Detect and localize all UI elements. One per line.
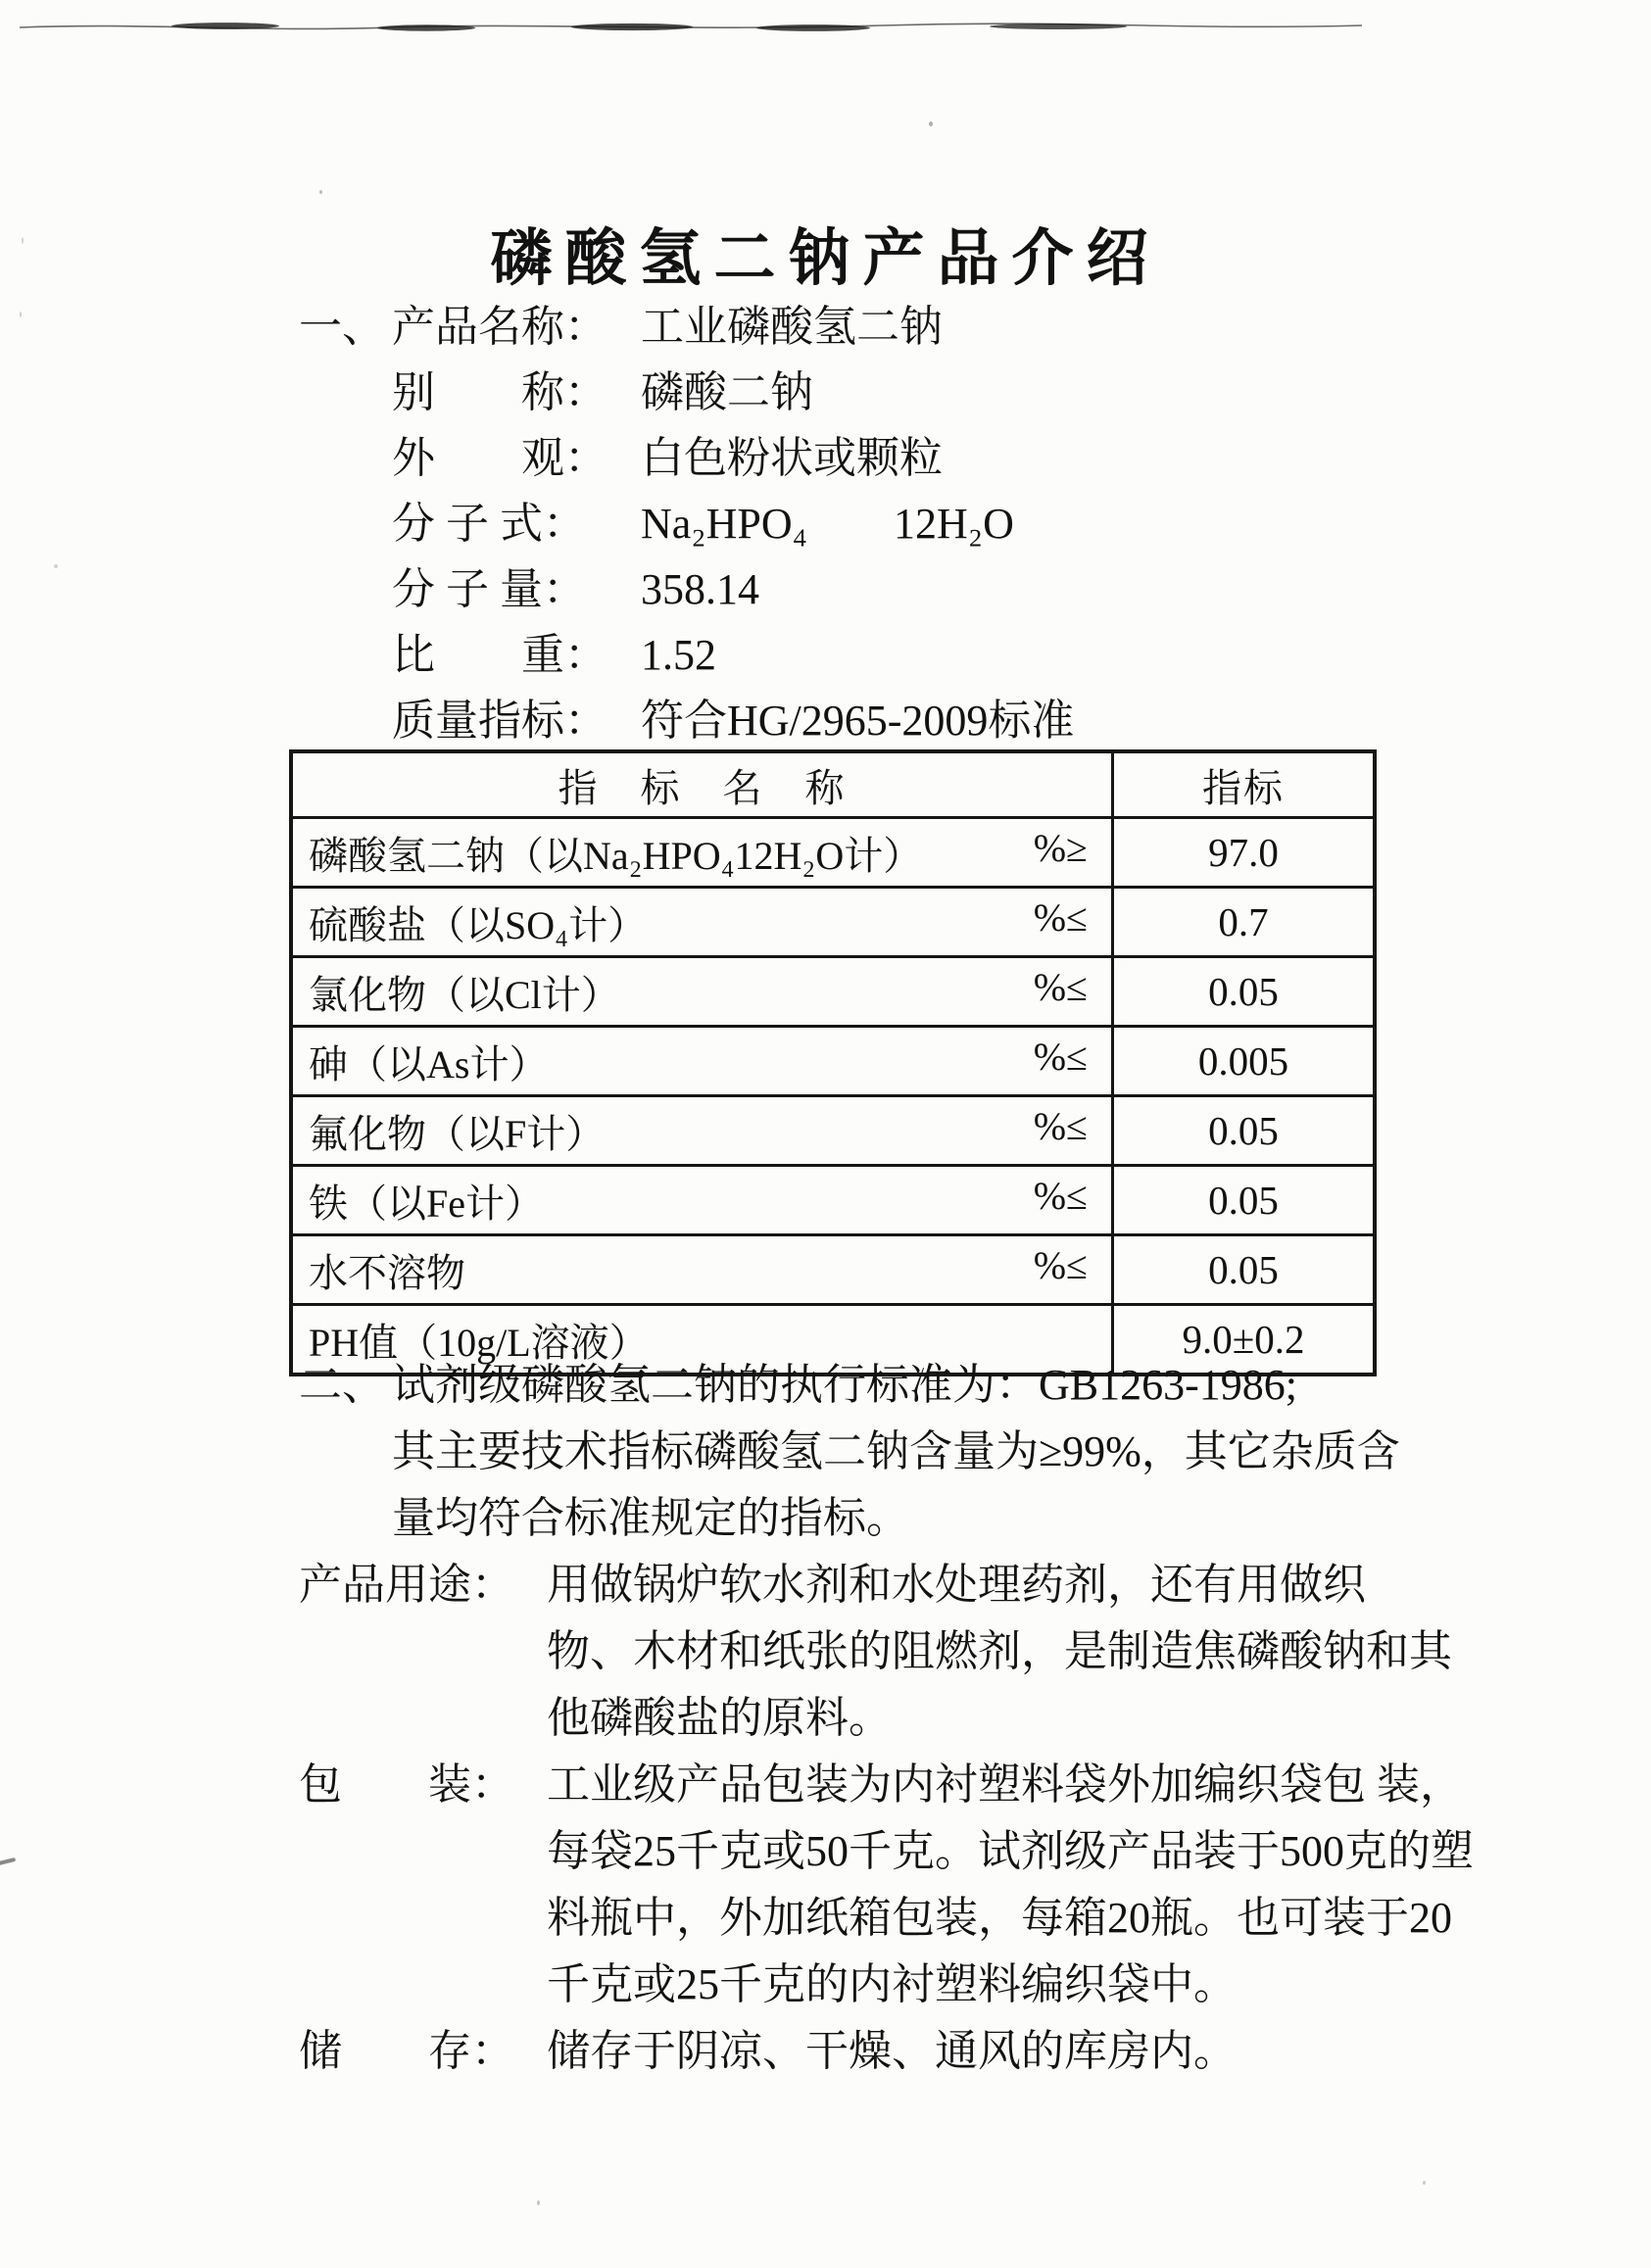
indicator-condition: %≤ [1033,894,1088,940]
text-line: 试剂级磷酸氢二钠的执行标准为：GB1263-1986; [392,1361,1297,1409]
table-header-row [291,751,1375,818]
product-spec-list [299,294,1074,753]
text-line: 其主要技术指标磷酸氢二钠含量为≥99%，其它杂质含 [392,1427,1400,1475]
spec-label: 质量指标： [392,697,607,745]
indicator-value: 0.05 [1113,957,1376,1027]
usage-section [0,1552,1651,1752]
indicator-value: 0.7 [1113,888,1376,957]
section-two-text [392,1352,1651,1552]
storage-text [547,2018,1651,2085]
indicator-name-cell [291,1096,1113,1166]
spec-line-formula [299,491,1074,556]
spec-label: 外 观： [392,434,607,482]
indicator-name: 砷（以As计） [309,1041,549,1086]
spec-label: 比 重： [392,631,607,679]
usage-label: 产品用途： [299,1561,514,1609]
packaging-section [0,1752,1651,2018]
table-header-name: 指 标 名 称 [291,751,1113,818]
spec-line-alias [299,360,1074,425]
table-row [291,818,1375,888]
indicator-condition: %≤ [1033,1173,1088,1218]
storage-section [0,2018,1651,2085]
spec-line-product-name [299,294,1074,360]
scan-speck [929,121,933,126]
scan-artifact-squiggle [0,10,1651,59]
scan-speck [537,2200,540,2205]
indicator-name: 水不溶物 [309,1250,465,1295]
indicator-value: 0.005 [1113,1027,1376,1096]
text-line: 储存于阴凉、干燥、通风的库房内。 [547,2027,1237,2075]
table-row [291,1166,1375,1235]
storage-label: 储 存： [299,2027,514,2075]
scan-speck [1423,2181,1426,2185]
text-line: 量均符合标准规定的指标。 [392,1494,909,1542]
section-one-marker: 一、 [299,303,385,351]
indicator-name-cell [291,1166,1113,1235]
text-line: 料瓶中，外加纸箱包装，每箱20瓶。也可装于20 [547,1894,1452,1942]
spec-value: 358.14 [641,565,759,613]
spec-label: 分 子 式： [392,500,586,548]
spec-value: 磷酸二钠 [641,368,813,416]
text-line: 用做锅炉软水剂和水处理药剂，还有用做织 [547,1561,1366,1609]
indicator-name-cell [291,818,1113,888]
page-title: 磷酸氢二钠产品介绍 [490,224,1161,293]
table-row [291,1027,1375,1096]
usage-text [547,1552,1651,1752]
spec-line-density [299,622,1074,688]
indicator-name: 铁（以Fe计） [309,1181,544,1226]
indicator-condition: %≤ [1033,1242,1088,1287]
spec-table [289,749,1377,1376]
spec-value: 符合HG/2965-2009标准 [641,697,1075,745]
indicator-name: PH值（10g/L溶液） [309,1320,649,1365]
scan-speck [54,564,58,568]
indicator-name-cell [291,1027,1113,1096]
spec-label: 别 称： [392,368,607,416]
indicator-name-cell [291,957,1113,1027]
table-row [291,1096,1375,1166]
indicator-condition: %≥ [1033,825,1088,870]
indicator-name-cell [291,888,1113,957]
indicator-condition: %≤ [1033,964,1088,1009]
spec-line-molweight [299,556,1074,622]
text-line: 每袋25千克或50千克。试剂级产品装于500克的塑 [547,1827,1474,1875]
spec-label: 分 子 量： [392,565,586,613]
spec-label: 产品名称： [392,303,607,351]
indicator-condition: %≤ [1033,1103,1088,1148]
spec-value: 工业磷酸氢二钠 [641,303,943,351]
text-line: 他磷酸盐的原料。 [547,1694,892,1742]
table-header-value: 指标 [1113,751,1376,818]
indicator-name: 氟化物（以F计） [309,1111,606,1156]
section-two-marker: 二、 [299,1361,385,1409]
indicator-name: 磷酸氢二钠（以Na₂HPO₄12H₂O计） [309,833,923,878]
spec-value: Na₂HPO₄ 12H₂O [641,500,1014,548]
packaging-label: 包 装： [299,1761,514,1809]
indicator-value: 0.05 [1113,1235,1376,1305]
indicator-name-cell [291,1235,1113,1305]
indicator-condition: %≤ [1033,1034,1088,1079]
table-row [291,1235,1375,1305]
indicator-value: 9.0±0.2 [1113,1305,1376,1375]
table-row [291,888,1375,957]
scan-speck [319,190,322,194]
indicator-value: 97.0 [1113,818,1376,888]
text-line: 物、木材和纸张的阻燃剂，是制造焦磷酸钠和其 [547,1627,1452,1675]
spec-line-appearance [299,425,1074,491]
spec-value: 白色粉状或颗粒 [641,434,943,482]
section-two [0,1352,1651,1552]
indicator-value: 0.05 [1113,1166,1376,1235]
text-line: 千克或25千克的内衬塑料编织袋中。 [547,1960,1237,2008]
packaging-text [547,1752,1651,2018]
text-line: 工业级产品包装为内衬塑料袋外加编织袋包 装， [547,1761,1463,1809]
spec-line-quality [299,688,1074,753]
indicator-name: 氯化物（以Cl计） [309,972,620,1017]
scan-speck [20,312,22,317]
indicator-value: 0.05 [1113,1096,1376,1166]
spec-value: 1.52 [641,631,716,679]
table-row [291,957,1375,1027]
indicator-name: 硫酸盐（以SO₄计） [309,902,648,947]
